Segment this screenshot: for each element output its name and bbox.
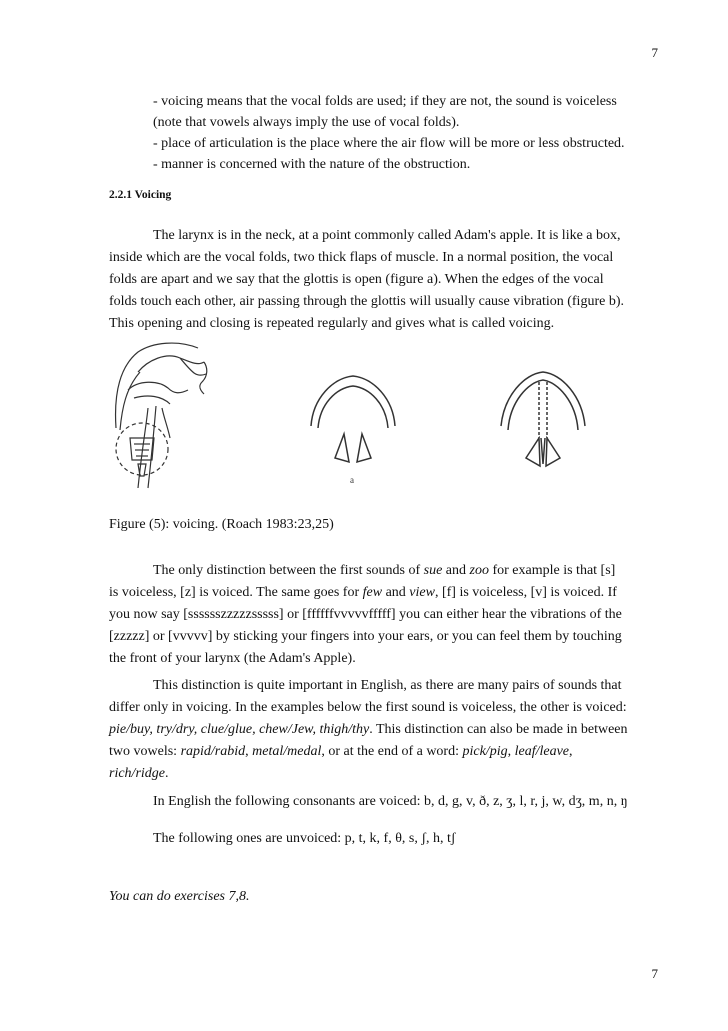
page-number-top: 7	[651, 45, 658, 60]
paragraph-line: differ only in voicing. In the examples below the first sound is voiceless, the other is voiced:	[109, 700, 627, 715]
voicing-figure	[108, 338, 656, 498]
figure-caption: Figure (5): voicing. (Roach 1983:23,25)	[109, 517, 334, 532]
paragraph-line: folds are apart and we say that the glottis is open (figure a). When the edges of the vocal	[109, 272, 604, 287]
paragraph-line: is voiceless, [z] is voiced. The same goes for few and view, [f] is voiceless, [v] is voiced. If	[109, 585, 617, 600]
voiced-consonants-line: In English the following consonants are voiced: b, d, g, v, ð, z, ʒ, l, r, j, w, dʒ, m, n, ŋ	[153, 794, 628, 809]
paragraph-line: The larynx is in the neck, at a point commonly called Adam's apple. It is like a box,	[153, 228, 621, 243]
paragraph-line: the front of your larynx (the Adam's Apple).	[109, 651, 356, 666]
head-profile-drawing	[116, 343, 207, 488]
paragraph-line: pie/buy, try/dry, clue/glue, chew/Jew, thigh/thy. This distinction can also be made in between	[109, 722, 628, 737]
glottis-closed-drawing	[501, 372, 585, 466]
paragraph-line: rich/ridge.	[109, 766, 169, 781]
glottis-open-drawing	[311, 376, 395, 462]
bullet-manner: - manner is concerned with the nature of the obstruction.	[153, 157, 471, 172]
figure-label-a: a	[350, 475, 354, 485]
paragraph-line: This opening and closing is repeated regularly and gives what is called voicing.	[109, 316, 555, 331]
paragraph-distinction	[109, 560, 657, 670]
bullet-place-of-articulation: - place of articulation is the place where the air flow will be more or less obstructed.	[153, 136, 625, 151]
exercise-note: You can do exercises 7,8.	[109, 889, 250, 904]
paragraph-line: inside which are the vocal folds, two thick flaps of muscle. In a normal position, the vocal	[109, 250, 614, 265]
paragraph-line: folds touch each other, air passing through the glottis will usually cause vibration (figure b).	[109, 294, 624, 309]
paragraph-larynx	[109, 225, 657, 335]
paragraph-line: two vowels: rapid/rabid, metal/medal, or at the end of a word: pick/pig, leaf/leave,	[109, 744, 573, 759]
paragraph-line: [zzzzz] or [vvvvv] by sticking your fingers into your ears, or you can feel them by touching	[109, 629, 622, 644]
page-number-bottom: 7	[651, 966, 658, 981]
section-heading: 2.2.1 Voicing	[109, 189, 172, 201]
paragraph-line: The only distinction between the first sounds of sue and zoo for example is that [s]	[153, 563, 616, 578]
unvoiced-consonants-line: The following ones are unvoiced: p, t, k, f, θ, s, ʃ, h, tʃ	[153, 831, 456, 846]
paragraph-line: This distinction is quite important in English, as there are many pairs of sounds that	[153, 678, 622, 693]
bullet-voicing: - voicing means that the vocal folds are used; if they are not, the sound is voiceless	[153, 94, 617, 109]
paragraph-line: you now say [sssssszzzzzsssss] or [ffffffvvvvvfffff] you can either hear the vibrations of the	[109, 607, 622, 622]
paragraph-importance	[109, 675, 657, 785]
bullet-voicing-note: (note that vowels always imply the use of vocal folds).	[153, 115, 460, 130]
